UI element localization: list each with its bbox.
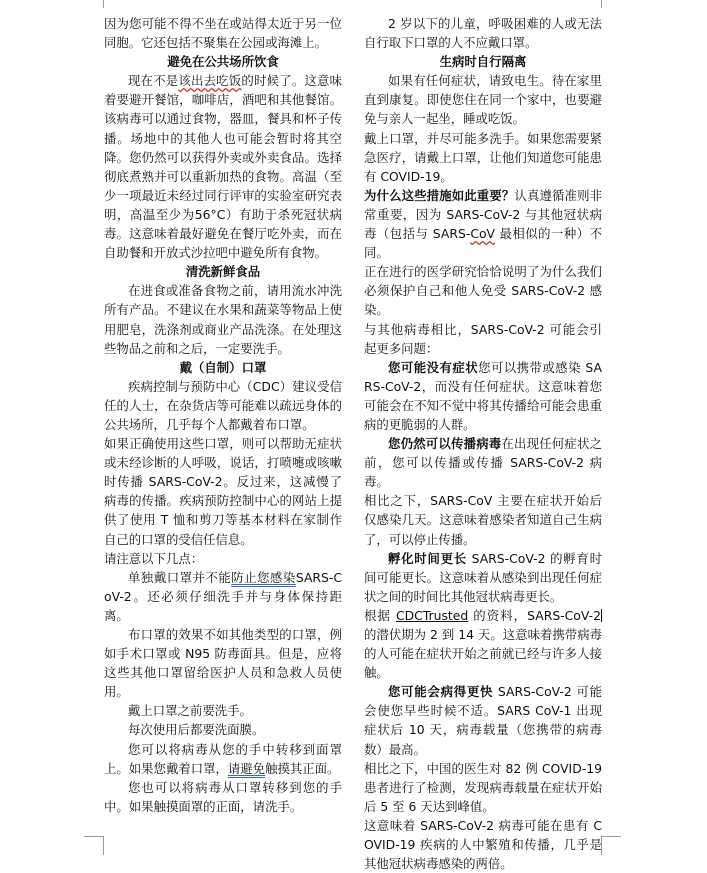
text-run: 防止您感染 <box>231 569 296 585</box>
paragraph <box>104 740 342 778</box>
section-heading: 清洗新鲜食品 <box>185 264 261 280</box>
paragraph <box>104 71 342 262</box>
crop-mark-bottom-left-h <box>84 836 104 837</box>
bold-lead: 您可能会病得更快 <box>388 684 494 700</box>
bold-lead: 孵化时间更长 <box>388 550 467 566</box>
paragraph: 在进食或准备食物之前，请用流水冲洗所有产品。不建议在水果和蔬菜等物品上使用肥皂，洗涤剂或商业产品洗涤。在处理这些物品之前和之后，一定要洗手。 <box>104 283 342 356</box>
text-run: 单独戴口罩并不能 <box>128 569 232 585</box>
paragraph: 正在进行的医学研究恰恰说明了为什么我们必须保护自己和他人免受 SARS-CoV-2 感染。 <box>364 264 602 318</box>
text-run: 根据 <box>364 607 396 623</box>
paragraph: 如果正确使用这些口罩，则可以帮助无症状或未经诊断的人呼吸，说话，打喷嚏或咳嗽时传播 SARS-CoV-2。反过来，这减慢了病毒的传播。疾病预防控制中心的网站上提供了使用 T 恤和剪刀等基本材料在家制作自己的口罩的受信任信息。 <box>104 436 342 547</box>
section-heading: 戴（自制）口罩 <box>179 359 267 375</box>
bold-lead: 为什么这些措施如此重要？ <box>364 187 515 203</box>
paragraph: 布口罩的效果不如其他类型的口罩，例如手术口罩或 N95 防毒面具。但是，应将这些其他口罩留给医护人员和急救人员使用。 <box>104 627 342 700</box>
text-run: 在出现任何症状之前，您可以传播或传播 SARS-CoV-2 病毒。 <box>364 436 603 490</box>
paragraph: 请注意以下几点： <box>104 550 204 566</box>
paragraph: 与其他病毒相比，SARS-CoV-2 可能会引起更多问题： <box>364 321 602 356</box>
paragraph: 2 岁以下的儿童，呼吸困难的人或无法自行取下口罩的人不应戴口罩。 <box>364 16 602 51</box>
left-column <box>104 14 342 816</box>
text-run: SARS-CoV-2 的孵育时间可能更长。这意味着从感染到出现任何症状之间的时间比其他冠状病毒更长。 <box>364 550 602 604</box>
text-run: 最相似的一种）不同。 <box>364 226 602 261</box>
text-cursor <box>601 609 602 622</box>
text-run: 认真遵循准则非常重要，因为 SARS-CoV-2 与其他冠状病毒（包括与 SARS- <box>364 187 603 242</box>
text-run: 的资料，SARS-CoV-2 <box>468 607 601 623</box>
text-run: 触摸其正面。 <box>265 760 340 776</box>
paragraph <box>364 606 602 682</box>
crop-mark-top-right-v <box>601 0 602 8</box>
section-heading: 避免在公共场所饮食 <box>167 54 279 70</box>
text-run: 该出去吃饭 <box>178 73 242 89</box>
text-run: 请避免 <box>227 760 266 776</box>
paragraph: 戴上口罩，并尽可能多洗手。如果您需要紧急医疗，请戴上口罩，让他们知道您可能患有 COVID-19。 <box>364 130 602 184</box>
crop-mark-bottom-right-h <box>601 836 621 837</box>
paragraph <box>364 186 602 262</box>
text-run: 您可以携带或感染 SARS-CoV-2，而没有任何症状。这意味着您可能会在不知不觉中将其传播给可能会患重病的更脆弱的人群。 <box>364 359 603 432</box>
paragraph: 这意味着 SARS-CoV-2 病毒可能在患有 COVID-19 疾病的人中繁殖和传播，几乎是其他冠状病毒感染的两倍。 <box>364 817 602 872</box>
paragraph: 如果有任何症状，请致电生。待在家里直到康复。即使您住在同一个家中，也要避免与亲人一起坐，睡或吃饭。 <box>364 73 602 127</box>
paragraph: 戴上口罩之前要洗手。 <box>128 703 252 719</box>
source-link[interactable]: CDCTrusted <box>395 607 469 623</box>
bold-lead: 您可能没有症状 <box>388 359 479 375</box>
crop-mark-bottom-left-v <box>103 836 104 855</box>
text-run: 的时候了。这意味着要避开餐馆，咖啡店，酒吧和其他餐馆。该病毒可以通过食物，器皿，餐具和杯子传播。场地中的其他人也可能会暂时将其空降。您仍然可以获得外卖或外卖食品。选择彻底煮熟并可以重新加热的食物。高温（至少一项最近未经过同行评审的实验室研究表明，高温至少为56°C）有助于杀死冠状病毒。这意味着最好避免在餐厅吃外卖，而在自助餐和开放式沙拉吧中避免所有食物。 <box>104 73 343 261</box>
text-run: SARS-CoV-2。还必须仔细洗手并与身体保持距离。 <box>104 569 343 623</box>
right-column <box>364 14 602 873</box>
bold-lead: 您仍然可以传播病毒 <box>388 436 502 452</box>
crop-mark-top-left-v <box>103 0 104 8</box>
text-run: 现在不是 <box>128 73 179 89</box>
paragraph: 您也可以将病毒从口罩转移到您的手中。如果触摸面罩的正面，请洗手。 <box>104 779 342 814</box>
paragraph: 相比之下，中国的医生对 82 例 COVID-19 患者进行了检测，发现病毒载量在症状开始后 5 至 6 天达到峰值。 <box>364 760 602 814</box>
paragraph <box>364 358 602 434</box>
text-run: CoV <box>470 226 496 242</box>
paragraph: 疾病控制与预防中心（CDC）建议受信任的人士，在杂货店等可能难以疏远身体的公共场所，几乎每个人都戴着布口罩。 <box>104 378 342 432</box>
paragraph <box>364 434 602 491</box>
paragraph: 每次使用后都要洗面膜。 <box>128 722 265 738</box>
paragraph <box>364 682 602 758</box>
text-run: SARS-CoV-2 可能会使您早些时候不适。SARS CoV-1 出现症状后 10 天，病毒载量（您携带的病毒数）最高。 <box>364 684 603 757</box>
paragraph: 相比之下，SARS-CoV 主要在症状开始后仅感染几天。这意味着感染者知道自己生病了，可以停止传播。 <box>364 493 602 547</box>
text-run: 您可以将病毒从您的手中转移到面罩上。如果您戴着口罩， <box>104 741 342 776</box>
text-run: 的潜伏期为 2 到 14 天。这意味着携带病毒的人可能在症状开始之前就已经与许多人接触。 <box>364 627 602 681</box>
paragraph: 因为您可能不得不坐在或站得太近于另一位同胞。它还包括不聚集在公园或海滩上。 <box>104 16 342 51</box>
section-heading: 生病时自行隔离 <box>439 54 527 70</box>
paragraph <box>364 549 602 606</box>
paragraph <box>104 568 342 625</box>
